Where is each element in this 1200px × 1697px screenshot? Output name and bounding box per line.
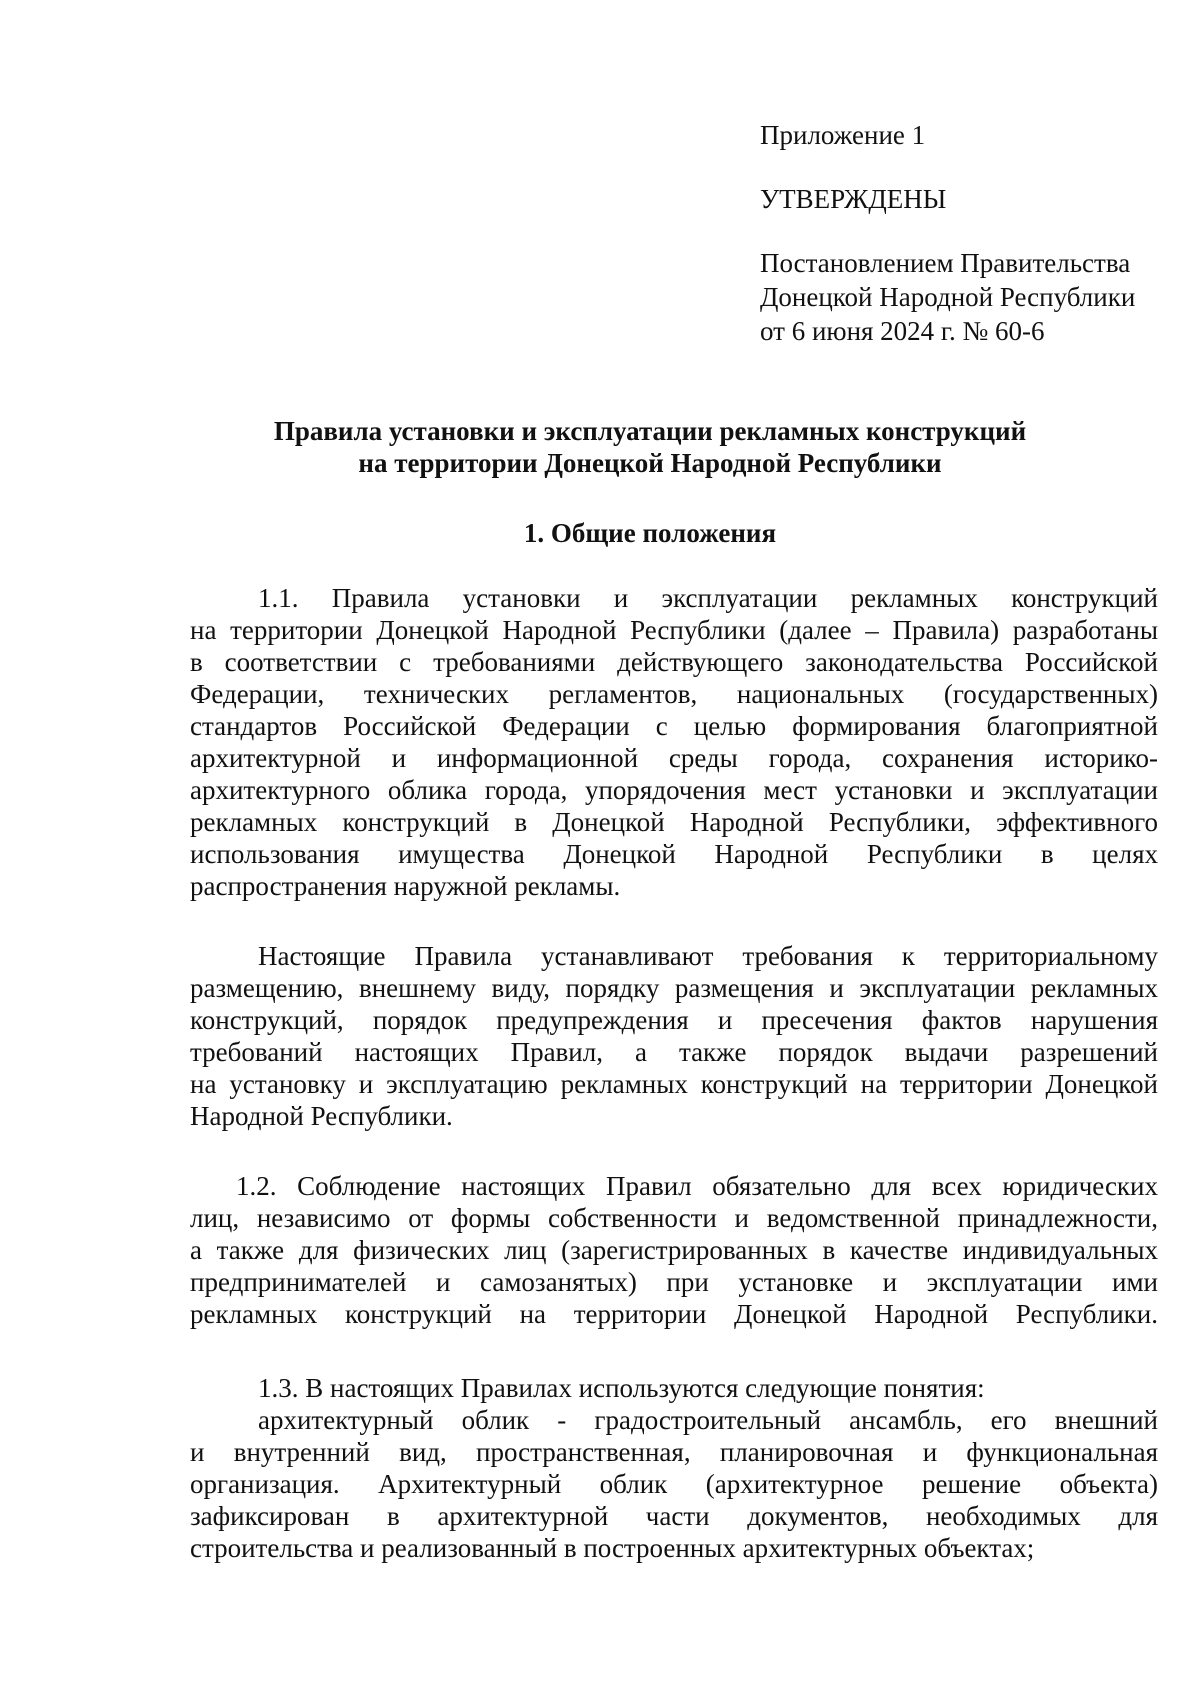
text-line: предпринимателей и самозанятых) при установке и эксплуатации ими xyxy=(190,1267,1158,1297)
text-line: использования имущества Донецкой Народной Республики в целях xyxy=(190,839,1158,869)
text-line: архитектурный облик - градостроительный ансамбль, его внешний xyxy=(258,1405,1158,1435)
decree-line: Донецкой Народной Республики xyxy=(760,282,1136,312)
text-line: 1.1. Правила установки и эксплуатации рекламных конструкций xyxy=(258,583,1158,613)
text-line: на территории Донецкой Народной Республики (далее – Правила) разработаны xyxy=(190,615,1158,645)
text-line: на установку и эксплуатацию рекламных конструкций на территории Донецкой xyxy=(190,1069,1158,1099)
appendix-label: Приложение 1 xyxy=(760,120,926,150)
document-title xyxy=(180,415,1120,479)
text-line: а также для физических лиц (зарегистрированных в качестве индивидуальных xyxy=(190,1235,1158,1265)
text-line: лиц, независимо от формы собственности и ведомственной принадлежности, xyxy=(190,1203,1158,1233)
text-line: распространения наружной рекламы. xyxy=(190,871,621,901)
paragraph-1-1 xyxy=(190,582,1158,902)
text-line: 1.3. В настоящих Правилах используются следующие понятия: xyxy=(258,1373,985,1403)
approval-block xyxy=(760,118,1180,348)
text-line: организация. Архитектурный облик (архитектурное решение объекта) xyxy=(190,1469,1158,1499)
text-line: в соответствии с требованиями действующего законодательства Российской xyxy=(190,647,1158,677)
text-line: конструкций, порядок предупреждения и пресечения фактов нарушения xyxy=(190,1005,1158,1035)
text-line: размещению, внешнему виду, порядку размещения и эксплуатации рекламных xyxy=(190,973,1158,1003)
text-line: строительства и реализованный в построенных архитектурных объектах; xyxy=(190,1533,1035,1563)
text-line: Федерации, технических регламентов, национальных (государственных) xyxy=(190,679,1158,709)
section-heading: 1. Общие положения xyxy=(523,518,777,548)
paragraph-1-2 xyxy=(190,1170,1158,1330)
decree-date-line: от 6 июня 2024 г. № 60-6 xyxy=(760,316,1045,346)
text-line: рекламных конструкций на территории Донецкой Народной Республики. xyxy=(190,1299,1158,1329)
text-line: архитектурного облика города, упорядочения мест установки и эксплуатации xyxy=(190,775,1158,805)
text-line: и внутренний вид, пространственная, планировочная и функциональная xyxy=(190,1437,1158,1467)
text-line: зафиксирован в архитектурной части документов, необходимых для xyxy=(190,1501,1158,1531)
text-line: архитектурной и информационной среды города, сохранения историко- xyxy=(190,743,1158,773)
text-line: 1.2. Соблюдение настоящих Правил обязательно для всех юридических xyxy=(236,1171,1158,1201)
title-line: Правила установки и эксплуатации рекламных конструкций xyxy=(273,416,1027,446)
title-line: на территории Донецкой Народной Республики xyxy=(358,448,942,478)
paragraph-rules-scope xyxy=(190,940,1158,1132)
text-line: требований настоящих Правил, а также порядок выдачи разрешений xyxy=(190,1037,1158,1067)
approved-label: УТВЕРЖДЕНЫ xyxy=(760,184,947,214)
decree-line: Постановлением Правительства xyxy=(760,248,1131,278)
text-line: стандартов Российской Федерации с целью формирования благоприятной xyxy=(190,711,1158,741)
paragraph-1-3 xyxy=(190,1372,1158,1564)
text-line: рекламных конструкций в Донецкой Народной Республики, эффективного xyxy=(190,807,1158,837)
text-line: Настоящие Правила устанавливают требования к территориальному xyxy=(258,941,1158,971)
text-line: Народной Республики. xyxy=(190,1101,453,1131)
